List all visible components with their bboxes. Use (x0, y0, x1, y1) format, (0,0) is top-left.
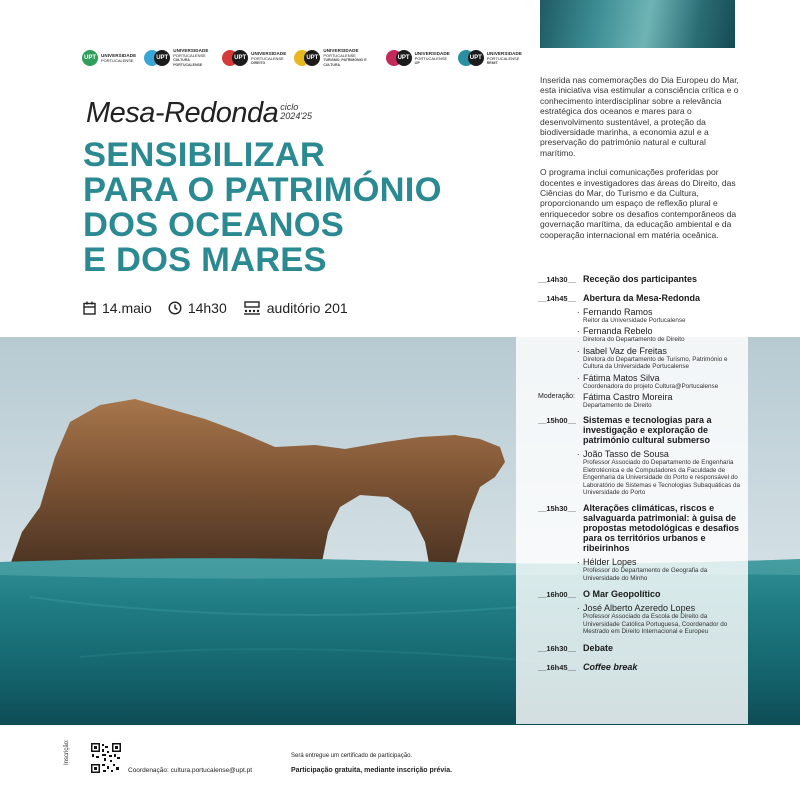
moderator-name: Fátima Castro Moreira (583, 392, 673, 403)
upt-logo-icon: UPT (82, 50, 98, 66)
speaker (583, 603, 744, 635)
moderator-label: Moderação: (538, 393, 575, 401)
logo-remit[interactable] (458, 50, 522, 66)
title-line: SENSIBILIZAR (83, 136, 325, 174)
speaker (583, 326, 744, 343)
moderator (538, 392, 744, 409)
title-line: DOS OCEANOS (83, 206, 344, 244)
slot-time: __14h30__ (538, 275, 576, 284)
title-line: PARA O PATRIMÓNIO (83, 171, 442, 209)
speaker-role: Professor do Departamento de Geografia da Universidade do Minho (583, 567, 708, 582)
slot-title: O Mar Geopolítico (583, 589, 661, 600)
speaker (583, 449, 744, 496)
speaker-name: . João Tasso de Sousa (583, 449, 669, 460)
partner-logos (82, 48, 522, 68)
ciclo-years: 2024'25 (280, 111, 313, 121)
program-slot (538, 293, 744, 303)
event-date-text: 14.maio (102, 300, 152, 316)
speaker-role: Professor Associado da Escola de Direito da Universidade Católica Portuguesa, Coordenador do Mestrado em Direito Internacional e Europeu (583, 613, 728, 636)
logo-line1: UNIVERSIDADE (251, 50, 287, 56)
upt-logo-icon: UPT (468, 50, 484, 66)
event-time (168, 300, 227, 316)
slot-time: __14h45__ (538, 294, 576, 303)
logo-line3: IJP (414, 60, 420, 65)
logo-line2: PORTUCALENSE (486, 55, 520, 61)
speaker-role: Diretora do Departamento de Direito (583, 336, 685, 344)
program-panel (516, 270, 748, 724)
event-type-title: Mesa-Redonda (86, 97, 279, 129)
speaker-role: Diretora do Departamento de Turismo, Património e Cultura da Universidade Portucalense (583, 355, 728, 371)
slot-title: Receção dos participantes (583, 274, 698, 284)
speaker-role: Coordenadora do projeto Cultura@Portucalense (583, 382, 719, 390)
event-type-row (86, 97, 312, 130)
program-slot (538, 503, 744, 553)
ciclo-word: ciclo (280, 102, 299, 112)
event-date (83, 300, 152, 316)
speaker-name: . José Alberto Azeredo Lopes (583, 603, 696, 614)
logo-line3: TURISMO, PATRIMÓNIO E CULTURA (323, 58, 367, 67)
speaker-role: Reitor da Universidade Portucalense (583, 317, 686, 324)
event-time-text: 14h30 (187, 300, 227, 316)
logo-line3: DIREITO (251, 60, 266, 65)
slot-title: Debate (583, 642, 614, 653)
speaker-name: . Fátima Matos Silva (583, 372, 660, 383)
speaker-role: Professor Associado do Departamento de Engenharia Eletrotécnica e de Computadores da Faculdade de Engenharia da Universidade do Porto e responsável do Laboratório de Sistemas e Tecnologias Subaquáticas da Universidade do Porto (583, 459, 741, 497)
event-meta (83, 300, 358, 316)
slot-time: __15h30__ (538, 504, 576, 514)
slot-time: __16h45__ (538, 662, 576, 672)
slot-time: __15h00__ (538, 416, 576, 426)
certificate-note: Será entregue um certificado de participação. (291, 753, 413, 759)
program-slot (538, 415, 744, 445)
speaker-name: . Fernando Ramos (583, 307, 653, 317)
coordination-contact[interactable]: Coordenação: cultura.portucalense@upt.pt (128, 767, 253, 774)
registration-label: Inscrição: (64, 739, 70, 765)
intro-text (540, 75, 740, 249)
upt-logo-icon: UPT (154, 50, 170, 66)
logo-line1: UNIVERSIDADE (101, 53, 137, 58)
slot-title: Coffee break (583, 661, 638, 672)
logo-line2: PORTUCALENSE (173, 53, 206, 58)
speaker (583, 307, 744, 324)
top-photo-strip (540, 0, 735, 48)
program-slot (538, 662, 744, 672)
moderator-role: Departamento de Direito (583, 402, 652, 410)
speaker (583, 346, 744, 371)
speaker (583, 373, 744, 390)
program-slot (538, 274, 744, 284)
event-location-text: auditório 201 (266, 300, 348, 316)
intro-paragraph: Inserida nas comemorações do Dia Europeu do Mar, esta iniciativa visa estimular a consciência crítica e o conhecimento interdisciplinar sobre a relevância estratégica dos oceanos e mares para o desenvolvimento sustentável, a proteção da biodiversidade marinha, a economia azul e a preservação do património natural e cultural marítimo. (540, 75, 739, 158)
speaker-name: . Fernanda Rebelo (583, 326, 653, 337)
registration-qr-code[interactable] (90, 742, 122, 774)
speaker (583, 557, 744, 582)
logo-line2: PORTUCALENSE (251, 55, 284, 61)
logo-line2: PORTUCALENSE (323, 53, 356, 58)
upt-logo-icon: UPT (232, 50, 248, 66)
logo-line1: UNIVERSIDADE (323, 48, 359, 53)
clock-icon (168, 301, 182, 315)
logo-cultura[interactable] (144, 48, 214, 68)
logo-upt[interactable] (82, 50, 136, 66)
upt-logo-icon: UPT (396, 50, 412, 66)
logo-direito[interactable] (222, 50, 286, 66)
event-location (243, 300, 348, 316)
slot-title: Sistemas e tecnologias para a investigação e exploração de património cultural submerso (583, 415, 712, 446)
speaker-name: . Isabel Vaz de Freitas (583, 345, 667, 356)
logo-line1: UNIVERSIDADE (486, 50, 522, 56)
logo-turismo[interactable] (294, 48, 377, 68)
footer (0, 725, 800, 800)
slot-title: Abertura da Mesa-Redonda (583, 293, 701, 303)
upt-logo-icon: UPT (304, 50, 320, 66)
logo-line1: UNIVERSIDADE (414, 50, 450, 56)
logo-line3: REMIT (486, 60, 498, 65)
intro-paragraph: O programa inclui comunicações proferidas por docentes e investigadores das áreas do Direito, das Ciências do Mar, do Turismo e da Cultura, proporcionando um espaço de reflexão plural e enriquecedor sobre os desafios contemporâneos da governação marítima, da educação ambiental e da cooperação internacional em matéria oceânica. (540, 167, 737, 240)
speaker-name: . Hélder Lopes (583, 557, 637, 568)
program-slot (538, 589, 744, 599)
auditorium-icon (243, 301, 261, 315)
logo-line2: PORTUCALENSE (101, 58, 134, 63)
ciclo-label (280, 103, 312, 121)
logo-ijp[interactable] (386, 50, 450, 66)
logo-line1: UNIVERSIDADE (173, 48, 209, 53)
page-title (83, 138, 463, 278)
calendar-icon (83, 301, 96, 315)
logo-line3: CULTURA PORTUCALENSE (173, 58, 203, 67)
logo-line2: PORTUCALENSE (414, 55, 448, 61)
participation-note: Participação gratuita, mediante inscrição prévia. (291, 767, 453, 774)
title-line: E DOS MARES (83, 241, 327, 279)
program-slot (538, 643, 744, 653)
slot-time: __16h30__ (538, 643, 576, 653)
slot-title: Alterações climáticas, riscos e salvaguarda patrimonial: à guisa de propostas metodológicas e desafios para os territórios urbanos e ribeirinhos (583, 503, 740, 554)
slot-time: __16h00__ (538, 590, 576, 600)
